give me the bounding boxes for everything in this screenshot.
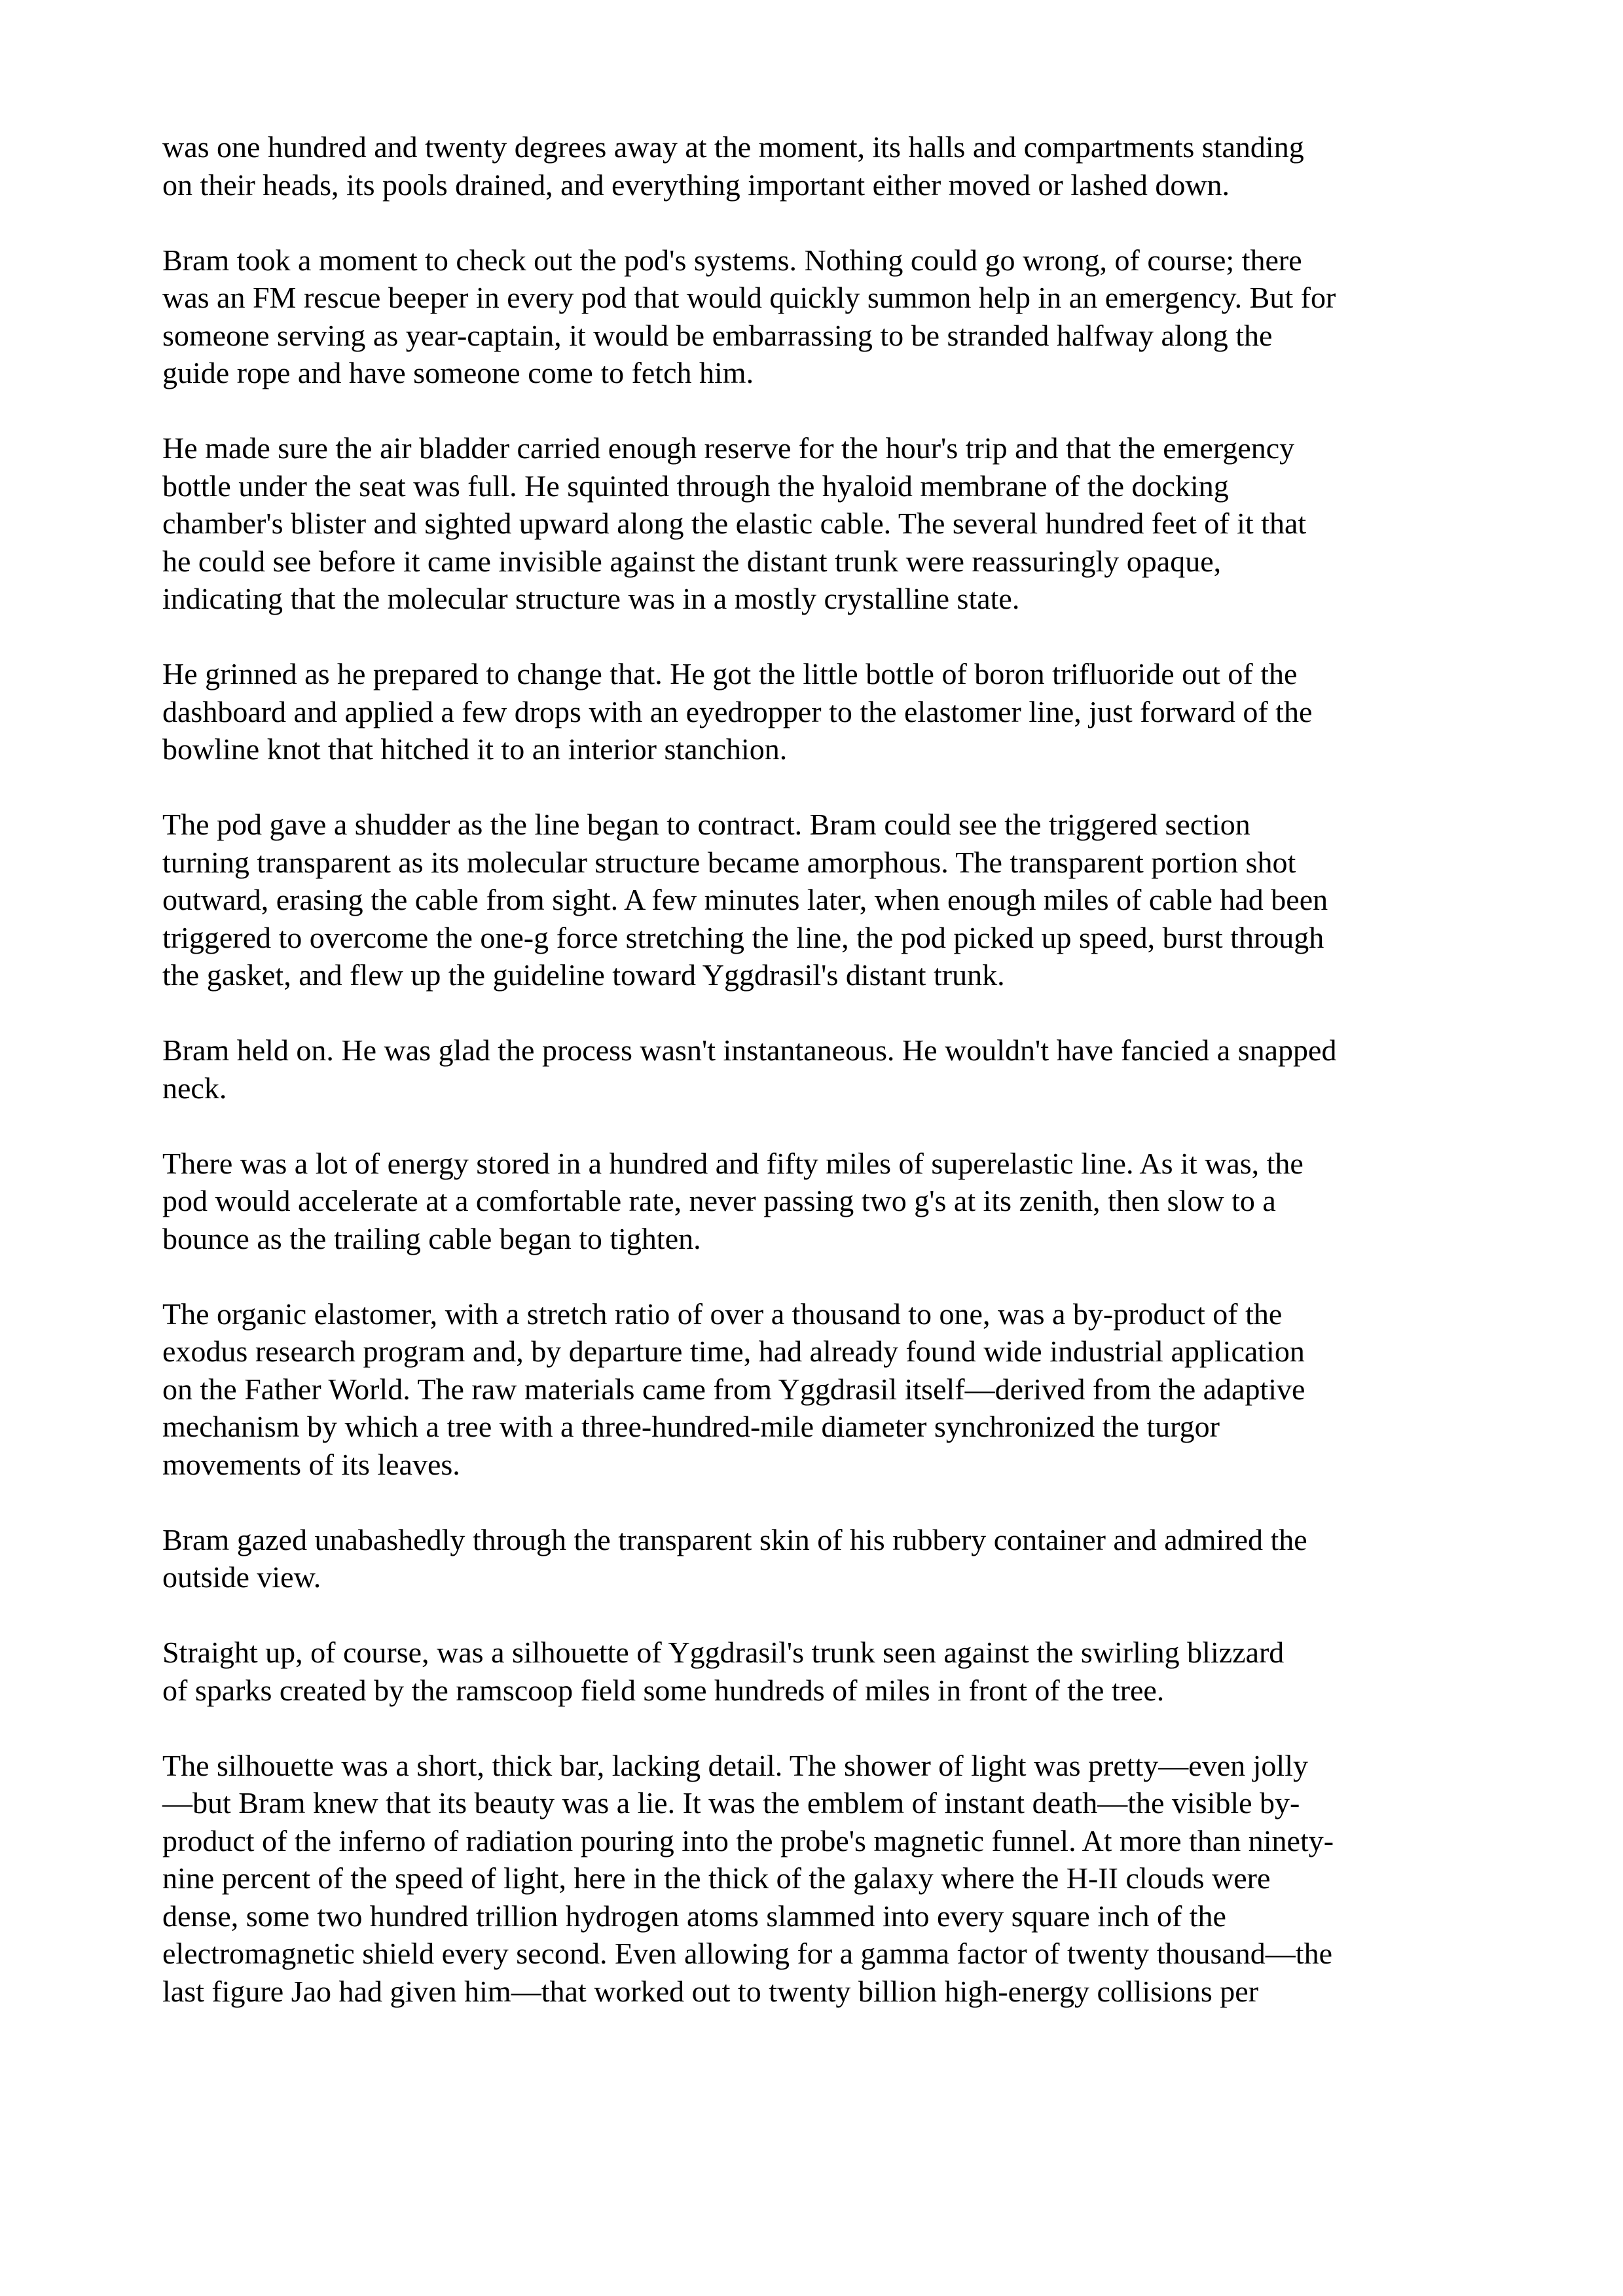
body-text bbox=[162, 128, 1498, 2048]
paragraph: The silhouette was a short, thick bar, lacking detail. The shower of light was pretty—even jolly —but Bram knew that its beauty was a lie. It was the emblem of instant death—the visible by- product of the inferno of radiation pouring into the probe's magnetic funnel. At more than ninety- nine percent of the speed of light, here in the thick of the galaxy where the H-II clouds were dense, some two hundred trillion hydrogen atoms slammed into every square inch of the electromagnetic shield every second. Even allowing for a gamma factor of twenty thousand—the last figure Jao had given him—that worked out to twenty billion high-energy collisions per bbox=[162, 1748, 1334, 2008]
paragraph: Bram held on. He was glad the process wasn't instantaneous. He wouldn't have fancied a snapped neck. bbox=[162, 1033, 1337, 1105]
paragraph: Straight up, of course, was a silhouette of Yggdrasil's trunk seen against the swirling blizzard of sparks created by the ramscoop field some hundreds of miles in front of the tree. bbox=[162, 1636, 1285, 1707]
paragraph: Bram took a moment to check out the pod's systems. Nothing could go wrong, of course; there was an FM rescue beeper in every pod that would quickly summon help in an emergency. But for someone serving as year-captain, it would be embarrassing to be stranded halfway along the guide rope and have someone come to fetch him. bbox=[162, 243, 1336, 389]
paragraph: There was a lot of energy stored in a hundred and fifty miles of superelastic line. As it was, the pod would accelerate at a comfortable rate, never passing two g's at its zenith, then slow to a bounce as the trailing cable began to tighten. bbox=[162, 1146, 1304, 1255]
paragraph: was one hundred and twenty degrees away at the moment, its halls and compartments standing on their heads, its pools drained, and everything important either moved or lashed down. bbox=[162, 130, 1304, 202]
paragraph: The pod gave a shudder as the line began to contract. Bram could see the triggered section turning transparent as its molecular structure became amorphous. The transparent portion shot outward, erasing the cable from sight. A few minutes later, when enough miles of cable had been triggered to overcome the one-g force stretching the line, the pod picked up speed, burst through the gasket, and flew up the guideline toward Yggdrasil's distant trunk. bbox=[162, 808, 1328, 992]
paragraph: He grinned as he prepared to change that. He got the little bottle of boron trifluoride out of the dashboard and applied a few drops with an eyedropper to the elastomer line, just forward of the bowline knot that hitched it to an interior stanchion. bbox=[162, 657, 1313, 766]
paragraph: The organic elastomer, with a stretch ratio of over a thousand to one, was a by-product of the exodus research program and, by departure time, had already found wide industrial application on the Father World. The raw materials came from Yggdrasil itself—derived from the adaptive mechanism by which a tree with a three-hundred-mile diameter synchronized the turgor movements of its leaves. bbox=[162, 1297, 1305, 1481]
paragraph: Bram gazed unabashedly through the transparent skin of his rubbery container and admired the outside view. bbox=[162, 1522, 1307, 1594]
paragraph: He made sure the air bladder carried enough reserve for the hour's trip and that the emergency bottle under the seat was full. He squinted through the hyaloid membrane of the docking chamber's blister and sighted upward along the elastic cable. The several hundred feet of it that he could see before it came invisible against the distant trunk were reassuringly opaque, indicating that the molecular structure was in a mostly crystalline state. bbox=[162, 431, 1307, 615]
